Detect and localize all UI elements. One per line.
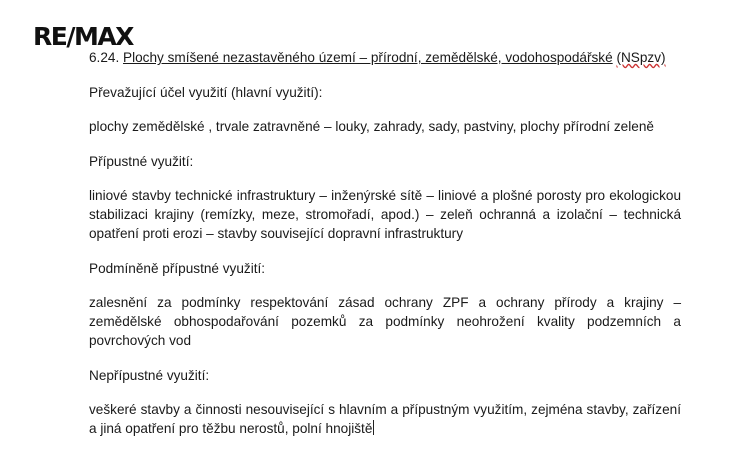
- allowed-use-text: liniové stavby technické infrastruktury – inženýrské sítě – liniové a plošné porosty pro ekologickou stabilizaci krajiny (remízky, meze, stromořadí, apod.) – zeleň ochranná a izolační – technická opatření proti erozi – stavby související dopravní infrastruktury: [89, 188, 681, 241]
- main-use-label: Převažující účel využití (hlavní využití):: [89, 85, 323, 100]
- section-code: (NSpzv): [616, 50, 666, 65]
- forbidden-use-text: veškeré stavby a činnosti nesouvisející s hlavním a přípustným využitím, zejména stavby, zařízení a jiná opatření pro těžbu nerostů, polní hnojiště: [89, 402, 681, 436]
- remax-logo: RE/MAX: [33, 22, 133, 51]
- section-heading: [89, 48, 681, 67]
- conditional-use-label: Podmíněně přípustné využití:: [89, 261, 266, 276]
- forbidden-use-label: Nepřípustné využití:: [89, 368, 210, 383]
- text-cursor: [373, 420, 374, 435]
- document-body: [89, 48, 681, 438]
- conditional-use-text: zalesnění za podmínky respektování zásad ochrany ZPF a ochrany přírody a krajiny – zemědělské obhospodařování pozemků za podmínky neohrožení kvality podzemních a povrchových vod: [89, 295, 681, 348]
- section-title: Plochy smíšené nezastavěného území – přírodní, zemědělské, vodohospodářské: [123, 50, 613, 65]
- allowed-use-label: Přípustné využití:: [89, 154, 194, 169]
- forbidden-use-paragraph[interactable]: [89, 400, 681, 438]
- main-use-text: plochy zemědělské , trvale zatravněné – louky, zahrady, sady, pastviny, plochy přírodní zeleně: [89, 119, 654, 134]
- section-number: 6.24.: [89, 50, 120, 65]
